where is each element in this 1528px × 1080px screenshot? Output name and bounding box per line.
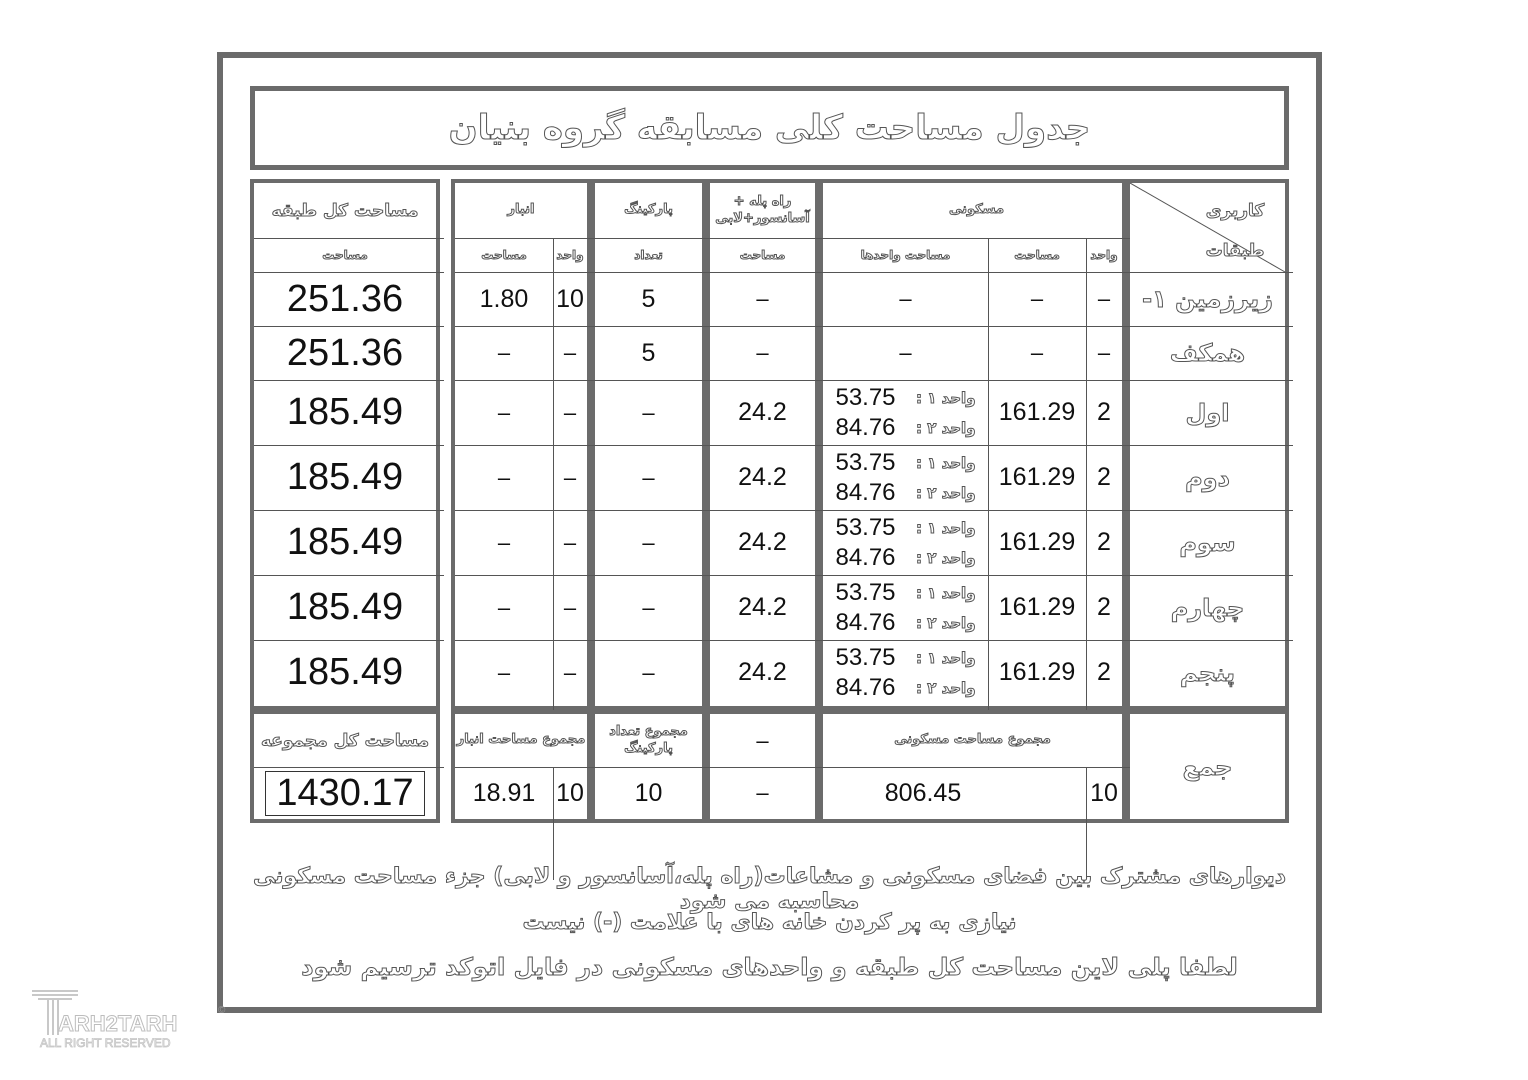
residential-area-0-text: – [1030, 286, 1044, 311]
residential-area-0 [988, 272, 1086, 326]
empty-dash: – [899, 340, 912, 365]
floor-name-2-text: اول [1185, 398, 1230, 427]
parking-column [591, 179, 706, 710]
totals-stair-header-text: – [756, 727, 769, 753]
residential-unit-areas-6 [823, 640, 988, 705]
storage-unit-header [553, 238, 587, 272]
stair-area-4-text: 24.2 [738, 528, 787, 556]
storage-area-4 [455, 510, 553, 575]
storage-unit-3-text: – [563, 464, 577, 490]
note-3-container [250, 953, 1289, 981]
note-2: نیازی به پر کردن خانه های با علامت (-) نیست [522, 910, 1017, 935]
storage-unit-1-text: – [563, 340, 577, 365]
floor-total-5-text: 185.49 [286, 586, 404, 628]
note-3: لطفا پلی لاین مساحت کل طبقه و واحدهای مسکونی در فایل اتوکد ترسیم شود [301, 953, 1238, 981]
floor-name-0 [1130, 272, 1285, 326]
residential-area-6-text: 161.29 [998, 658, 1076, 686]
storage-area-0 [455, 272, 553, 326]
storage-area-4-text: – [497, 529, 511, 555]
totals-storage-header [455, 714, 587, 767]
floor-total-4 [254, 510, 436, 575]
floor-name-1 [1130, 326, 1285, 380]
corner-header-usage-text: کاربری [1205, 201, 1265, 221]
unit-area-line [835, 579, 975, 607]
unit-area-value: 84.76 [835, 608, 896, 636]
residential-unit-areas-5 [823, 575, 988, 640]
floor-total-1-text: 251.36 [286, 331, 404, 374]
floor-name-5 [1130, 575, 1285, 640]
floor-total-6-text: 185.49 [286, 651, 404, 693]
unit-area-label: واحد ۱ : [915, 388, 976, 407]
unit-area-value: 53.75 [835, 513, 896, 541]
floor-column [1126, 179, 1289, 710]
storage-unit-6-text: – [563, 659, 577, 685]
unit-area-line [835, 384, 975, 412]
residential-unit-areas-1 [823, 326, 988, 380]
tarh2tarh-logo-icon [28, 985, 228, 1055]
residential-unit-areas-4 [823, 510, 988, 575]
stair-column [706, 179, 819, 710]
residential-units-3 [1086, 445, 1122, 510]
storage-unit-header-text: واحد [556, 248, 584, 262]
parking-header-text: پارکینگ [624, 202, 673, 218]
totals-stair-value-text: – [756, 780, 769, 805]
parking-count-4-text: – [642, 529, 655, 555]
totals-parking-value-text: 10 [634, 778, 663, 807]
residential-unit-areas-2 [823, 380, 988, 445]
totals-residential-units-text: 10 [1090, 778, 1118, 807]
floor-name-4-text: سوم [1179, 528, 1236, 557]
stair-header [710, 183, 815, 238]
floor-total-5 [254, 575, 436, 640]
parking-count-5 [595, 575, 702, 640]
floor-total-header [254, 183, 436, 238]
storage-unit-1 [553, 326, 587, 380]
residential-units-header-text: واحد [1090, 248, 1118, 262]
totals-storage [451, 710, 591, 823]
unit-area-value: 84.76 [835, 543, 896, 571]
floor-total-1 [254, 326, 436, 380]
unit-area-value: 53.75 [835, 578, 896, 606]
residential-area-1-text: – [1030, 340, 1044, 365]
floor-name-5-text: چهارم [1170, 593, 1245, 622]
unit-area-label: واحد ۲ : [915, 548, 976, 567]
totals-storage-area [455, 767, 553, 819]
corner-header-floors [1190, 233, 1280, 269]
stair-area-1-text: – [756, 340, 769, 365]
storage-area-5 [455, 575, 553, 640]
unit-area-value: 53.75 [835, 643, 896, 671]
unit-area-value: 84.76 [835, 413, 896, 441]
storage-unit-0 [553, 272, 587, 326]
parking-count-5-text: – [642, 594, 655, 620]
storage-area-2 [455, 380, 553, 445]
unit-area-label: واحد ۱ : [915, 453, 976, 472]
parking-count-2-text: – [642, 399, 655, 425]
parking-count-header [595, 238, 702, 272]
unit-areas-3 [835, 449, 975, 507]
residential-area-3 [988, 445, 1086, 510]
residential-header-text: مسکونی [948, 202, 1005, 218]
page-title: جدول مساحت کلی مسابقه گروه بنیان [448, 108, 1091, 148]
storage-unit-3 [553, 445, 587, 510]
storage-unit-2-text: – [563, 399, 577, 425]
note-2-container [250, 910, 1289, 935]
residential-area-4-text: 161.29 [998, 528, 1076, 556]
totals-label-text: جمع [1182, 752, 1233, 781]
totals-residential-header-text: مجموع مساحت مسکونی [894, 732, 1051, 748]
grand-total-cell [254, 767, 436, 819]
totals-label [1130, 714, 1285, 819]
unit-area-value: 84.76 [835, 673, 896, 701]
unit-area-line [835, 644, 975, 672]
storage-column [451, 179, 591, 710]
svg-text:ALL RIGHT RESERVED: ALL RIGHT RESERVED [40, 1036, 171, 1050]
totals-label-cell [1126, 710, 1289, 823]
storage-unit-6 [553, 640, 587, 705]
residential-area-5 [988, 575, 1086, 640]
residential-units-header [1086, 238, 1122, 272]
parking-count-6 [595, 640, 702, 705]
storage-area-6 [455, 640, 553, 705]
storage-area-6-text: – [497, 659, 511, 685]
residential-area-header [988, 238, 1086, 272]
storage-header [455, 183, 587, 238]
floor-name-6-text: پنجم [1180, 658, 1235, 687]
svg-text:©: © [218, 1005, 226, 1016]
storage-unit-4-text: – [563, 529, 577, 555]
residential-units-2 [1086, 380, 1122, 445]
storage-header-text: انبار [507, 202, 535, 218]
totals-residential-area-text: 806.45 [884, 778, 962, 807]
floor-total-0-text: 251.36 [286, 277, 404, 320]
residential-area-6 [988, 640, 1086, 705]
storage-area-3-text: – [497, 464, 511, 490]
unit-area-line [835, 544, 975, 572]
residential-units-1-text: – [1097, 340, 1111, 365]
residential-units-6-text: 2 [1097, 658, 1111, 686]
storage-area-5-text: – [497, 594, 511, 620]
unit-area-label: واحد ۲ : [915, 678, 976, 697]
floor-name-3-text: دوم [1185, 463, 1230, 492]
unit-areas-6 [835, 644, 975, 702]
residential-units-5-text: 2 [1097, 593, 1111, 621]
residential-area-1 [988, 326, 1086, 380]
unit-areas-5 [835, 579, 975, 637]
residential-units-3-text: 2 [1097, 463, 1111, 491]
totals-storage-unit [553, 767, 587, 819]
residential-units-2-text: 2 [1097, 398, 1111, 426]
unit-area-line [835, 479, 975, 507]
svg-text:ARH2TARH: ARH2TARH [58, 1011, 178, 1036]
empty-dash: – [899, 286, 912, 311]
residential-header [823, 183, 1130, 238]
floor-total-6 [254, 640, 436, 705]
stair-area-0-text: – [756, 286, 769, 311]
parking-count-3 [595, 445, 702, 510]
floor-name-0-text: زیرزمین ۱- [1142, 285, 1273, 313]
grand-total-header-text: مساحت کل مجموعه [260, 730, 430, 751]
residential-area-header-text: مساحت [1014, 248, 1060, 262]
unit-area-line [835, 609, 975, 637]
storage-area-0-text: 1.80 [479, 284, 529, 313]
unit-area-label: واحد ۲ : [915, 613, 976, 632]
grand-total-header [254, 714, 436, 767]
stair-area-1 [710, 326, 815, 380]
unit-areas-4 [835, 514, 975, 572]
unit-area-value: 53.75 [835, 383, 896, 411]
storage-area-3 [455, 445, 553, 510]
unit-area-value: 84.76 [835, 478, 896, 506]
storage-unit-2 [553, 380, 587, 445]
totals-residential-units [1086, 767, 1122, 819]
residential-column [819, 179, 1126, 710]
residential-unit-areas-0 [823, 272, 988, 326]
stair-area-3-text: 24.2 [738, 463, 787, 491]
floor-name-3 [1130, 445, 1285, 510]
unit-areas-2 [835, 384, 975, 442]
parking-count-1 [595, 326, 702, 380]
storage-area-1 [455, 326, 553, 380]
floor-total-2 [254, 380, 436, 445]
stair-area-6-text: 24.2 [738, 658, 787, 686]
floor-total-3-text: 185.49 [286, 456, 404, 498]
note-1-container [250, 864, 1289, 914]
stair-area-4 [710, 510, 815, 575]
corner-header-usage [1190, 193, 1280, 229]
unit-area-label: واحد ۱ : [915, 518, 976, 537]
stair-area-3 [710, 445, 815, 510]
floor-total-3 [254, 445, 436, 510]
unit-area-line [835, 449, 975, 477]
totals-parking-value [595, 767, 702, 819]
unit-area-label: واحد ۲ : [915, 418, 976, 437]
parking-count-header-text: تعداد [634, 248, 663, 262]
stair-area-5-text: 24.2 [738, 593, 787, 621]
residential-units-area-header [823, 238, 988, 272]
unit-area-line [835, 514, 975, 542]
totals-stair-value [710, 767, 815, 819]
stair-area-6 [710, 640, 815, 705]
floor-total-header-text: مساحت کل طبقه [271, 200, 419, 221]
parking-count-0 [595, 272, 702, 326]
residential-units-4 [1086, 510, 1122, 575]
parking-count-0-text: 5 [641, 284, 656, 313]
residential-units-5 [1086, 575, 1122, 640]
totals-storage-area-text: 18.91 [472, 778, 536, 807]
residential-units-0 [1086, 272, 1122, 326]
parking-count-6-text: – [642, 659, 655, 685]
floor-name-6 [1130, 640, 1285, 705]
stair-area-header-text: مساحت [739, 248, 786, 262]
parking-count-3-text: – [642, 464, 655, 490]
residential-units-6 [1086, 640, 1122, 705]
floor-total-area-header [254, 238, 436, 272]
residential-area-5-text: 161.29 [998, 593, 1076, 621]
unit-area-label: واحد ۱ : [915, 583, 976, 602]
totals-stair-header [710, 714, 815, 767]
residential-units-4-text: 2 [1097, 528, 1111, 556]
floor-total-2-text: 185.49 [286, 391, 404, 433]
storage-area-2-text: – [497, 399, 511, 425]
residential-area-2 [988, 380, 1086, 445]
parking-count-1-text: 5 [641, 338, 656, 367]
totals-parking-header-text: مجموع تعداد پارکینگ [609, 724, 688, 756]
unit-area-label: واحد ۱ : [915, 648, 976, 667]
unit-area-value: 53.75 [835, 448, 896, 476]
totals-storage-unit-text: 10 [556, 778, 584, 807]
residential-units-area-header-text: مساحت واحدها [860, 248, 951, 262]
parking-count-2 [595, 380, 702, 445]
storage-area-header [455, 238, 553, 272]
grand-total-value: 1430.17 [265, 771, 424, 816]
residential-units-0-text: – [1097, 286, 1111, 311]
totals-parking-header [595, 714, 702, 767]
storage-area-1-text: – [497, 340, 511, 365]
stair-header-text: راه پله + آسانسور+لابی [715, 194, 810, 226]
residential-units-1 [1086, 326, 1122, 380]
totals-parking [591, 710, 706, 823]
floor-total-4-text: 185.49 [286, 521, 404, 563]
storage-area-header-text: مساحت [481, 248, 527, 262]
floor-total-area-header-text: مساحت [322, 248, 368, 262]
residential-area-3-text: 161.29 [998, 463, 1076, 491]
stair-area-2 [710, 380, 815, 445]
stair-area-header [710, 238, 815, 272]
storage-unit-5 [553, 575, 587, 640]
floor-total-column [250, 179, 440, 710]
floor-total-0 [254, 272, 436, 326]
residential-area-4 [988, 510, 1086, 575]
storage-unit-5-text: – [563, 594, 577, 620]
totals-storage-header-text: مجموع مساحت انبار [456, 732, 586, 748]
parking-header [595, 183, 702, 238]
totals-stair [706, 710, 819, 823]
totals-residential-header [823, 714, 1122, 767]
floor-name-4 [1130, 510, 1285, 575]
title-box [250, 86, 1289, 170]
stair-area-0 [710, 272, 815, 326]
unit-area-label: واحد ۲ : [915, 483, 976, 502]
floor-name-2 [1130, 380, 1285, 445]
parking-count-4 [595, 510, 702, 575]
totals-residential [819, 710, 1126, 823]
watermark-logo [28, 985, 228, 1055]
note-1: دیوارهای مشترک بین فضای مسکونی و مشاعات(راه پله،آسانسور و لابی) جزء مساحت مسکونی محاسبه می شود [252, 864, 1286, 914]
floor-name-1-text: همکف [1169, 339, 1246, 367]
unit-area-line [835, 674, 975, 702]
totals-residential-area [823, 767, 1023, 819]
corner-header-floors-text: طبقات [1205, 241, 1265, 261]
storage-unit-0-text: 10 [556, 284, 584, 313]
stair-area-2-text: 24.2 [738, 398, 787, 426]
unit-area-line [835, 414, 975, 442]
totals-grand [250, 710, 440, 823]
storage-unit-4 [553, 510, 587, 575]
stair-area-5 [710, 575, 815, 640]
residential-area-2-text: 161.29 [998, 398, 1076, 426]
residential-unit-areas-3 [823, 445, 988, 510]
